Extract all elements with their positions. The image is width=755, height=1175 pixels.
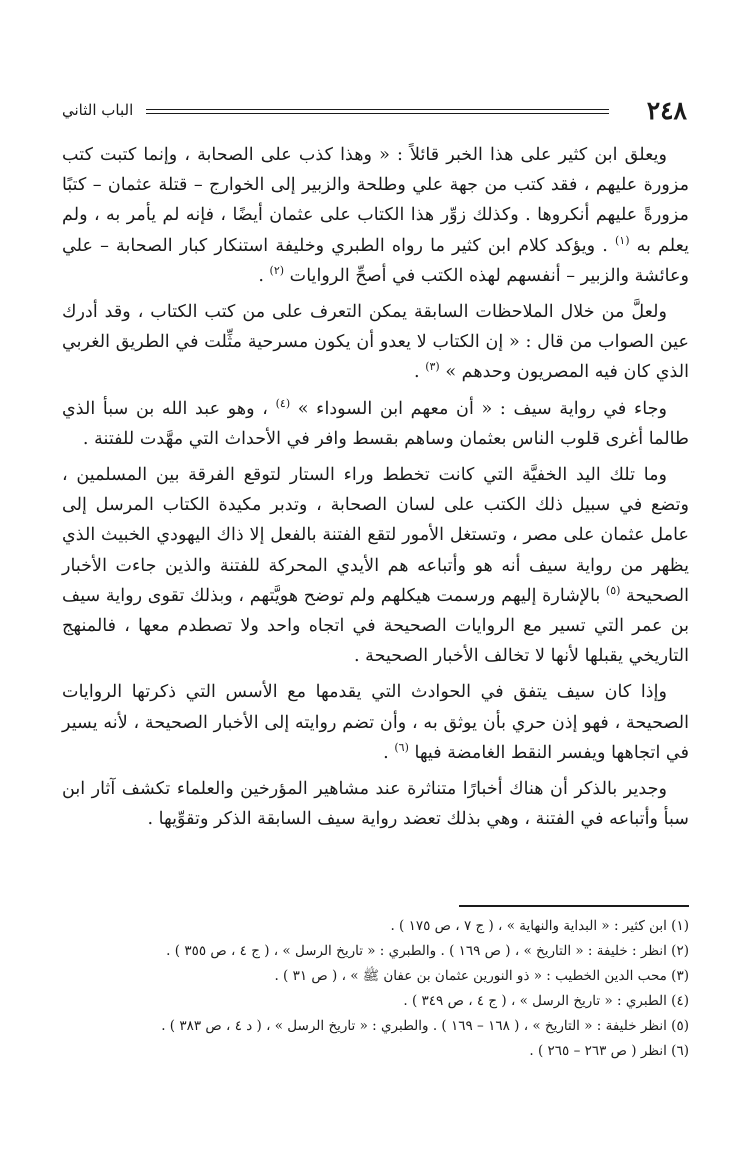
footnote-ref: (٤) [275, 396, 291, 410]
page-header [62, 96, 687, 130]
footnote-ref: (٦) [394, 741, 409, 754]
footnote: (٦) انظر ( ص ٢٦٣ – ٢٦٥ ) . [529, 1043, 689, 1059]
footnote-ref: (٢) [269, 263, 285, 277]
paragraph: ويعلق ابن كثير على هذا الخبر قائلاً : « وهذا كذب على الصحابة ، وإنما كتبت كتب مزورة عليهم ، فقد كتب من جهة علي وطلحة والزبير إلى الخوارج – قتلة عثمان – كتبًا مزورةً عليهم أنكروها . وكذلك زوِّر هذا الكتاب على عثمان أيضًا ، فإنه لم يأمر به ، ولم يعلم به $^{(١)}$ . ويؤكد كلام ابن كثير ما رواه الطبري وخليفة استنكار كبار الصحابة – علي وعائشة والزبير – أنفسهم لهذه الكتب في أصحِّ الروايات $^{(٢)}$ . [62, 145, 689, 286]
paragraph: وجدير بالذكر أن هناك أخبارًا متناثرة عند مشاهير المؤرخين والعلماء تكشف آثار ابن سبأ وأتباعه في الفتنة ، وهي بذلك تعضد رواية سيف السابقة الذكر وتقوِّيها . [62, 779, 689, 830]
footnote-ref: (٥) [605, 583, 621, 597]
header-rule [146, 109, 609, 110]
footnote: (٥) انظر خليفة : « التاريخ » ، ( ١٦٨ – ١٦٩ ) . والطبري : « تاريخ الرسل » ، ( د ٤ ، ص ٣٨٣ ) . [161, 1018, 689, 1034]
chapter-title: الباب الثاني [62, 101, 134, 119]
page-number: ٢٤٨ [646, 96, 687, 125]
paragraph: وما تلك اليد الخفيَّة التي كانت تخطط وراء الستار لتوقع الفرقة بين المسلمين ، وتضع في سبيل ذلك الكتب على لسان الصحابة ، وتدبر مكيدة الكتاب المرسل إلى عامل عثمان على مصر ، وتستغل الأمور لتقع الفتنة بالفعل إلا ذاك اليهودي الخبيث الذي يظهر من رواية سيف أنه هو وأتباعه هم الأيدي المحركة للفتنة والذين جاءت الأخبار الصحيحة $^{(٥)}$ بالإشارة إليهم ورسمت هيكلهم ولم توضح هويَّتهم ، وبذلك تقوى رواية سيف بن عمر التي تسير مع الروايات الصحيحة في اتجاه واحد ولا تصطدم معها ، فالمنهج التاريخي يقبلها لأنها لا تخالف الأخبار الصحيحة . [62, 465, 690, 667]
footnote: (٢) انظر : خليفة : « التاريخ » ، ( ص ١٦٩ ) . والطبري : « تاريخ الرسل » ، ( ج ٤ ، ص ٣٥٥ ) . [166, 943, 689, 959]
header-rule [146, 113, 609, 114]
footnote-ref: (١) [614, 233, 630, 247]
paragraph: ولعلَّ من خلال الملاحظات السابقة يمكن التعرف على من كتب الكتاب ، وقد أدرك عين الصواب من قال : « إن الكتاب لا يعدو أن يكون مسرحية مثِّلت في الطريق الغربي الذي كان فيه المصريون وحدهم » $^{(٣)}$ . [62, 302, 689, 383]
main-text [62, 140, 689, 840]
footnote: (١) ابن كثير : « البداية والنهاية » ، ( ج ٧ ، ص ١٧٥ ) . [390, 918, 689, 934]
footnote-divider [459, 905, 689, 907]
footnote-ref: (٣) [425, 360, 440, 374]
paragraph: وجاء في رواية سيف : « أن معهم ابن السوداء » $^{(٤)}$ ، وهو عبد الله بن سبأ الذي طالما أغرى قلوب الناس بعثمان وساهم بقسط وافر في الأحداث التي مهَّدت للفتنة . [62, 396, 689, 449]
footnotes [62, 914, 689, 1064]
paragraph: وإذا كان سيف يتفق في الحوادث التي يقدمها مع الأسس التي ذكرتها الروايات الصحيحة ، فهو إذن حري بأن يوثق به ، وأن تضم روايته إلى الأخبار الصحيحة ، لأنه يسير في اتجاهها ويفسر النقط الغامضة فيها $^{(٦)}$ . [62, 682, 689, 763]
footnote: (٣) محب الدين الخطيب : « ذو النورين عثمان بن عفان ﷺ » ، ( ص ٣١ ) . [274, 968, 689, 984]
footnote: (٤) الطبري : « تاريخ الرسل » ، ( ج ٤ ، ص ٣٤٩ ) . [403, 993, 689, 1009]
